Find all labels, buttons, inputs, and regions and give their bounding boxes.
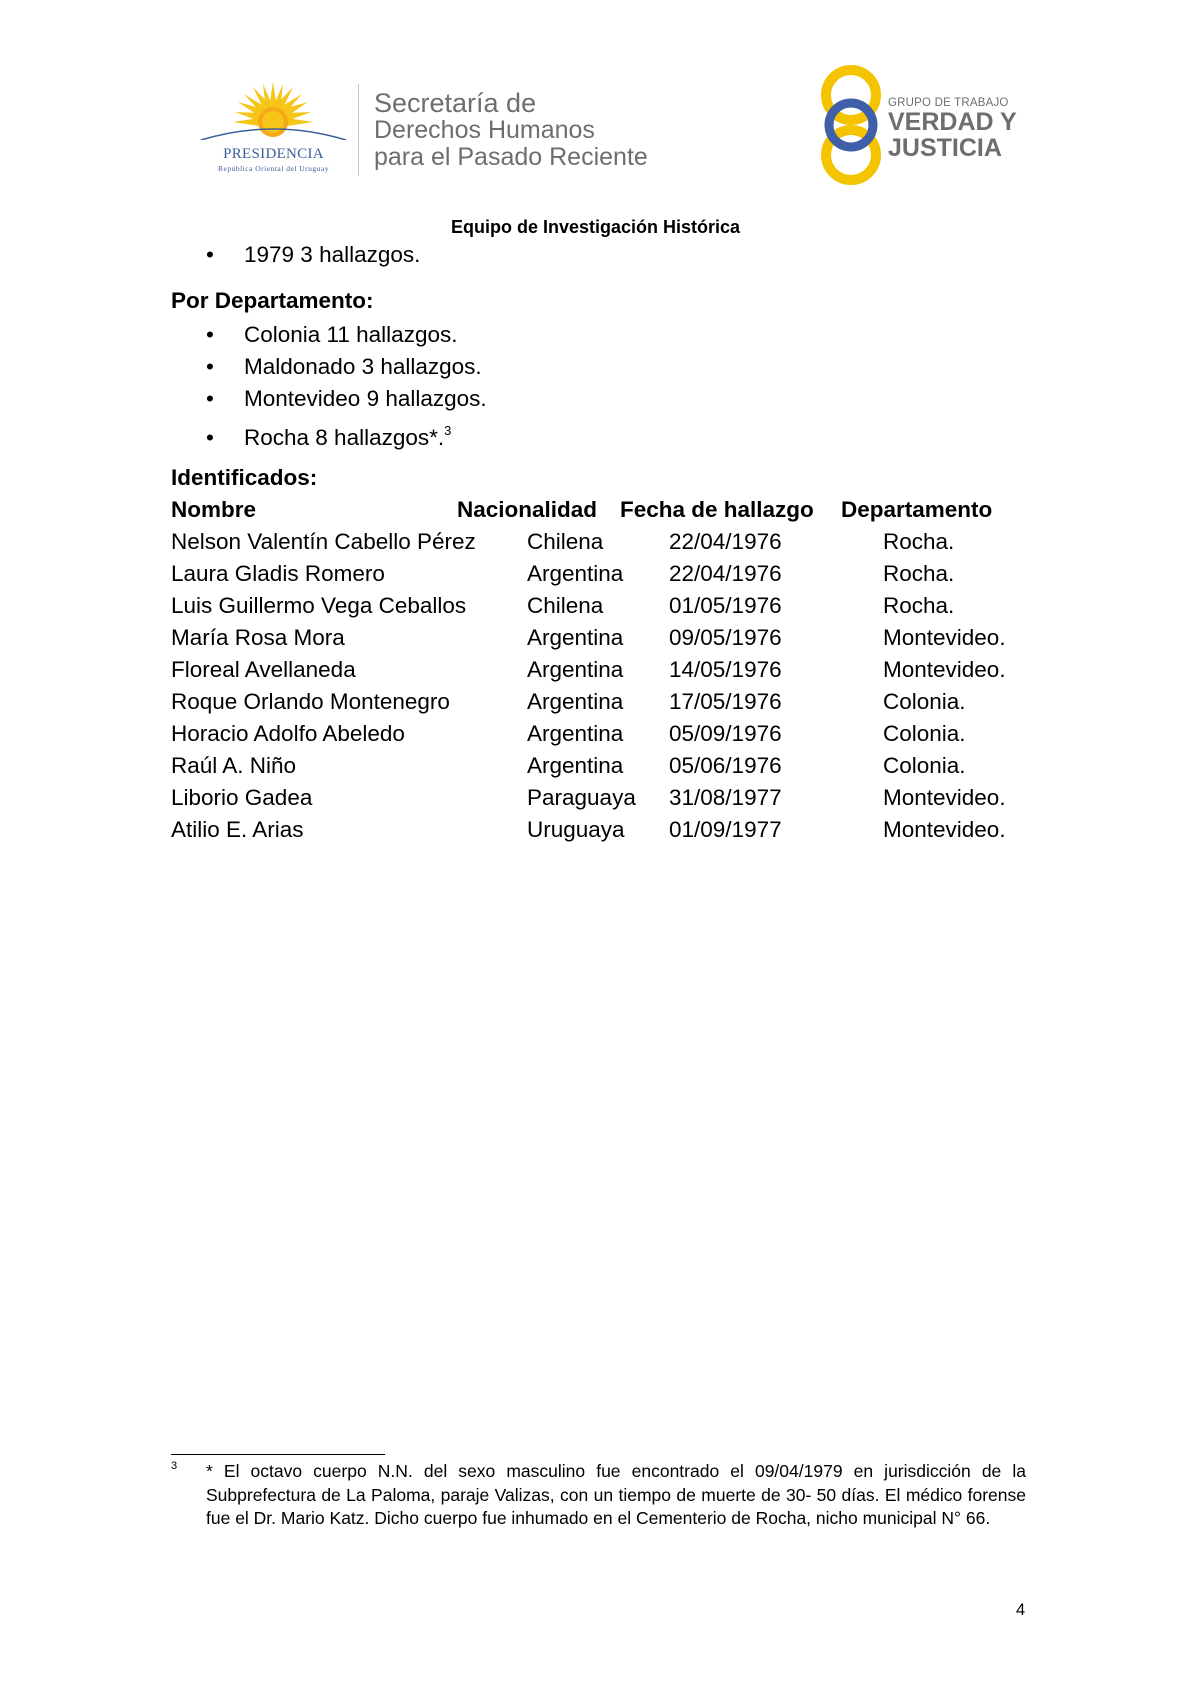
page-number: 4 [1016,1601,1026,1619]
list-item [206,351,482,383]
list-item [206,383,487,415]
cell-nationality: Chilena [527,529,604,554]
list-item-text: 1979 3 hallazgos. [244,242,421,267]
cell-department: Rocha. [883,561,955,586]
cell-department: Colonia. [883,753,966,778]
secretaria-line-1: Secretaría de [374,88,537,118]
cell-department: Colonia. [883,721,966,746]
cell-name: Floreal Avellaneda [171,657,356,682]
cell-nationality: Argentina [527,689,624,714]
presidencia-label: PRESIDENCIA [223,146,324,162]
col-header-nationality: Nacionalidad [457,497,598,522]
cell-name: Atilio E. Arias [171,817,304,842]
cell-department: Montevideo. [883,625,1006,650]
secretaria-logo-text [374,90,648,171]
cell-date: 22/04/1976 [669,529,782,554]
team-header: Equipo de Investigación Histórica [450,217,741,237]
list-item [206,415,451,454]
cell-date: 14/05/1976 [669,657,782,682]
cell-date: 09/05/1976 [669,625,782,650]
bullet: • [206,242,214,267]
cell-name: Laura Gladis Romero [171,561,385,586]
cell-department: Montevideo. [883,817,1006,842]
list-item-text: Maldonado 3 hallazgos. [244,354,482,379]
gtvj-line-2: VERDAD Y [888,108,1017,136]
gtvj-line-1: GRUPO DE TRABAJO [888,97,1009,109]
cell-department: Rocha. [883,593,955,618]
secretaria-line-3: para el Pasado Reciente [374,143,648,171]
footnote-ref: 3 [444,423,452,438]
identified-heading: Identificados: [171,465,318,490]
cell-department: Colonia. [883,689,966,714]
cell-date: 22/04/1976 [669,561,782,586]
bullet: • [206,425,214,450]
col-header-date: Fecha de hallazgo [620,497,814,522]
list-item-text: Rocha 8 hallazgos*. [244,425,445,450]
cell-date: 05/06/1976 [669,753,782,778]
footnote-separator [171,1454,385,1455]
cell-name: Raúl A. Niño [171,753,297,778]
cell-name: Liborio Gadea [171,785,313,810]
list-item-text: Montevideo 9 hallazgos. [244,386,487,411]
cell-date: 01/05/1976 [669,593,782,618]
cell-department: Rocha. [883,529,955,554]
cell-name: María Rosa Mora [171,625,345,650]
cell-nationality: Paraguaya [527,785,636,810]
logo-divider [358,84,359,176]
cell-department: Montevideo. [883,657,1006,682]
cell-nationality: Argentina [527,657,624,682]
cell-department: Montevideo. [883,785,1006,810]
cell-date: 31/08/1977 [669,785,782,810]
footnote-number: 3 [171,1460,178,1472]
cell-date: 01/09/1977 [669,817,782,842]
gtvj-rings-logo [813,63,893,186]
cell-nationality: Uruguaya [527,817,625,842]
bullet: • [206,322,214,347]
cell-nationality: Chilena [527,593,604,618]
bullet: • [206,386,214,411]
bullet: • [206,354,214,379]
list-item [206,319,457,351]
list-item-text: Colonia 11 hallazgos. [244,322,458,347]
gtvj-logo-text [888,97,1017,161]
dept-heading: Por Departamento: [171,288,374,313]
cell-name: Horacio Adolfo Abeledo [171,721,405,746]
cell-name: Nelson Valentín Cabello Pérez [171,529,476,554]
col-header-department: Departamento [841,497,993,522]
cell-date: 17/05/1976 [669,689,782,714]
republica-label: República Oriental del Uruguay [217,164,329,173]
cell-nationality: Argentina [527,561,624,586]
cell-name: Luis Guillermo Vega Ceballos [171,593,467,618]
cell-date: 05/09/1976 [669,721,782,746]
secretaria-line-2: Derechos Humanos [374,116,595,144]
cell-name: Roque Orlando Montenegro [171,689,450,714]
footnote-text: * El octavo cuerpo N.N. del sexo masculino fue encontrado el 09/04/1979 en jurisdicción de la Subprefectura de La Paloma, paraje Valizas, con un tiempo de muerte de 30- 50 días. El médico forense fue el Dr. Mario Katz. Dicho cuerpo fue inhumado en el Cementerio de Rocha, nicho municipal N° 66. [206,1461,1026,1528]
cell-nationality: Argentina [527,721,624,746]
col-header-name: Nombre [171,497,257,522]
gtvj-line-3: JUSTICIA [888,134,1002,162]
cell-nationality: Argentina [527,625,624,650]
list-item [206,239,420,271]
cell-nationality: Argentina [527,753,624,778]
